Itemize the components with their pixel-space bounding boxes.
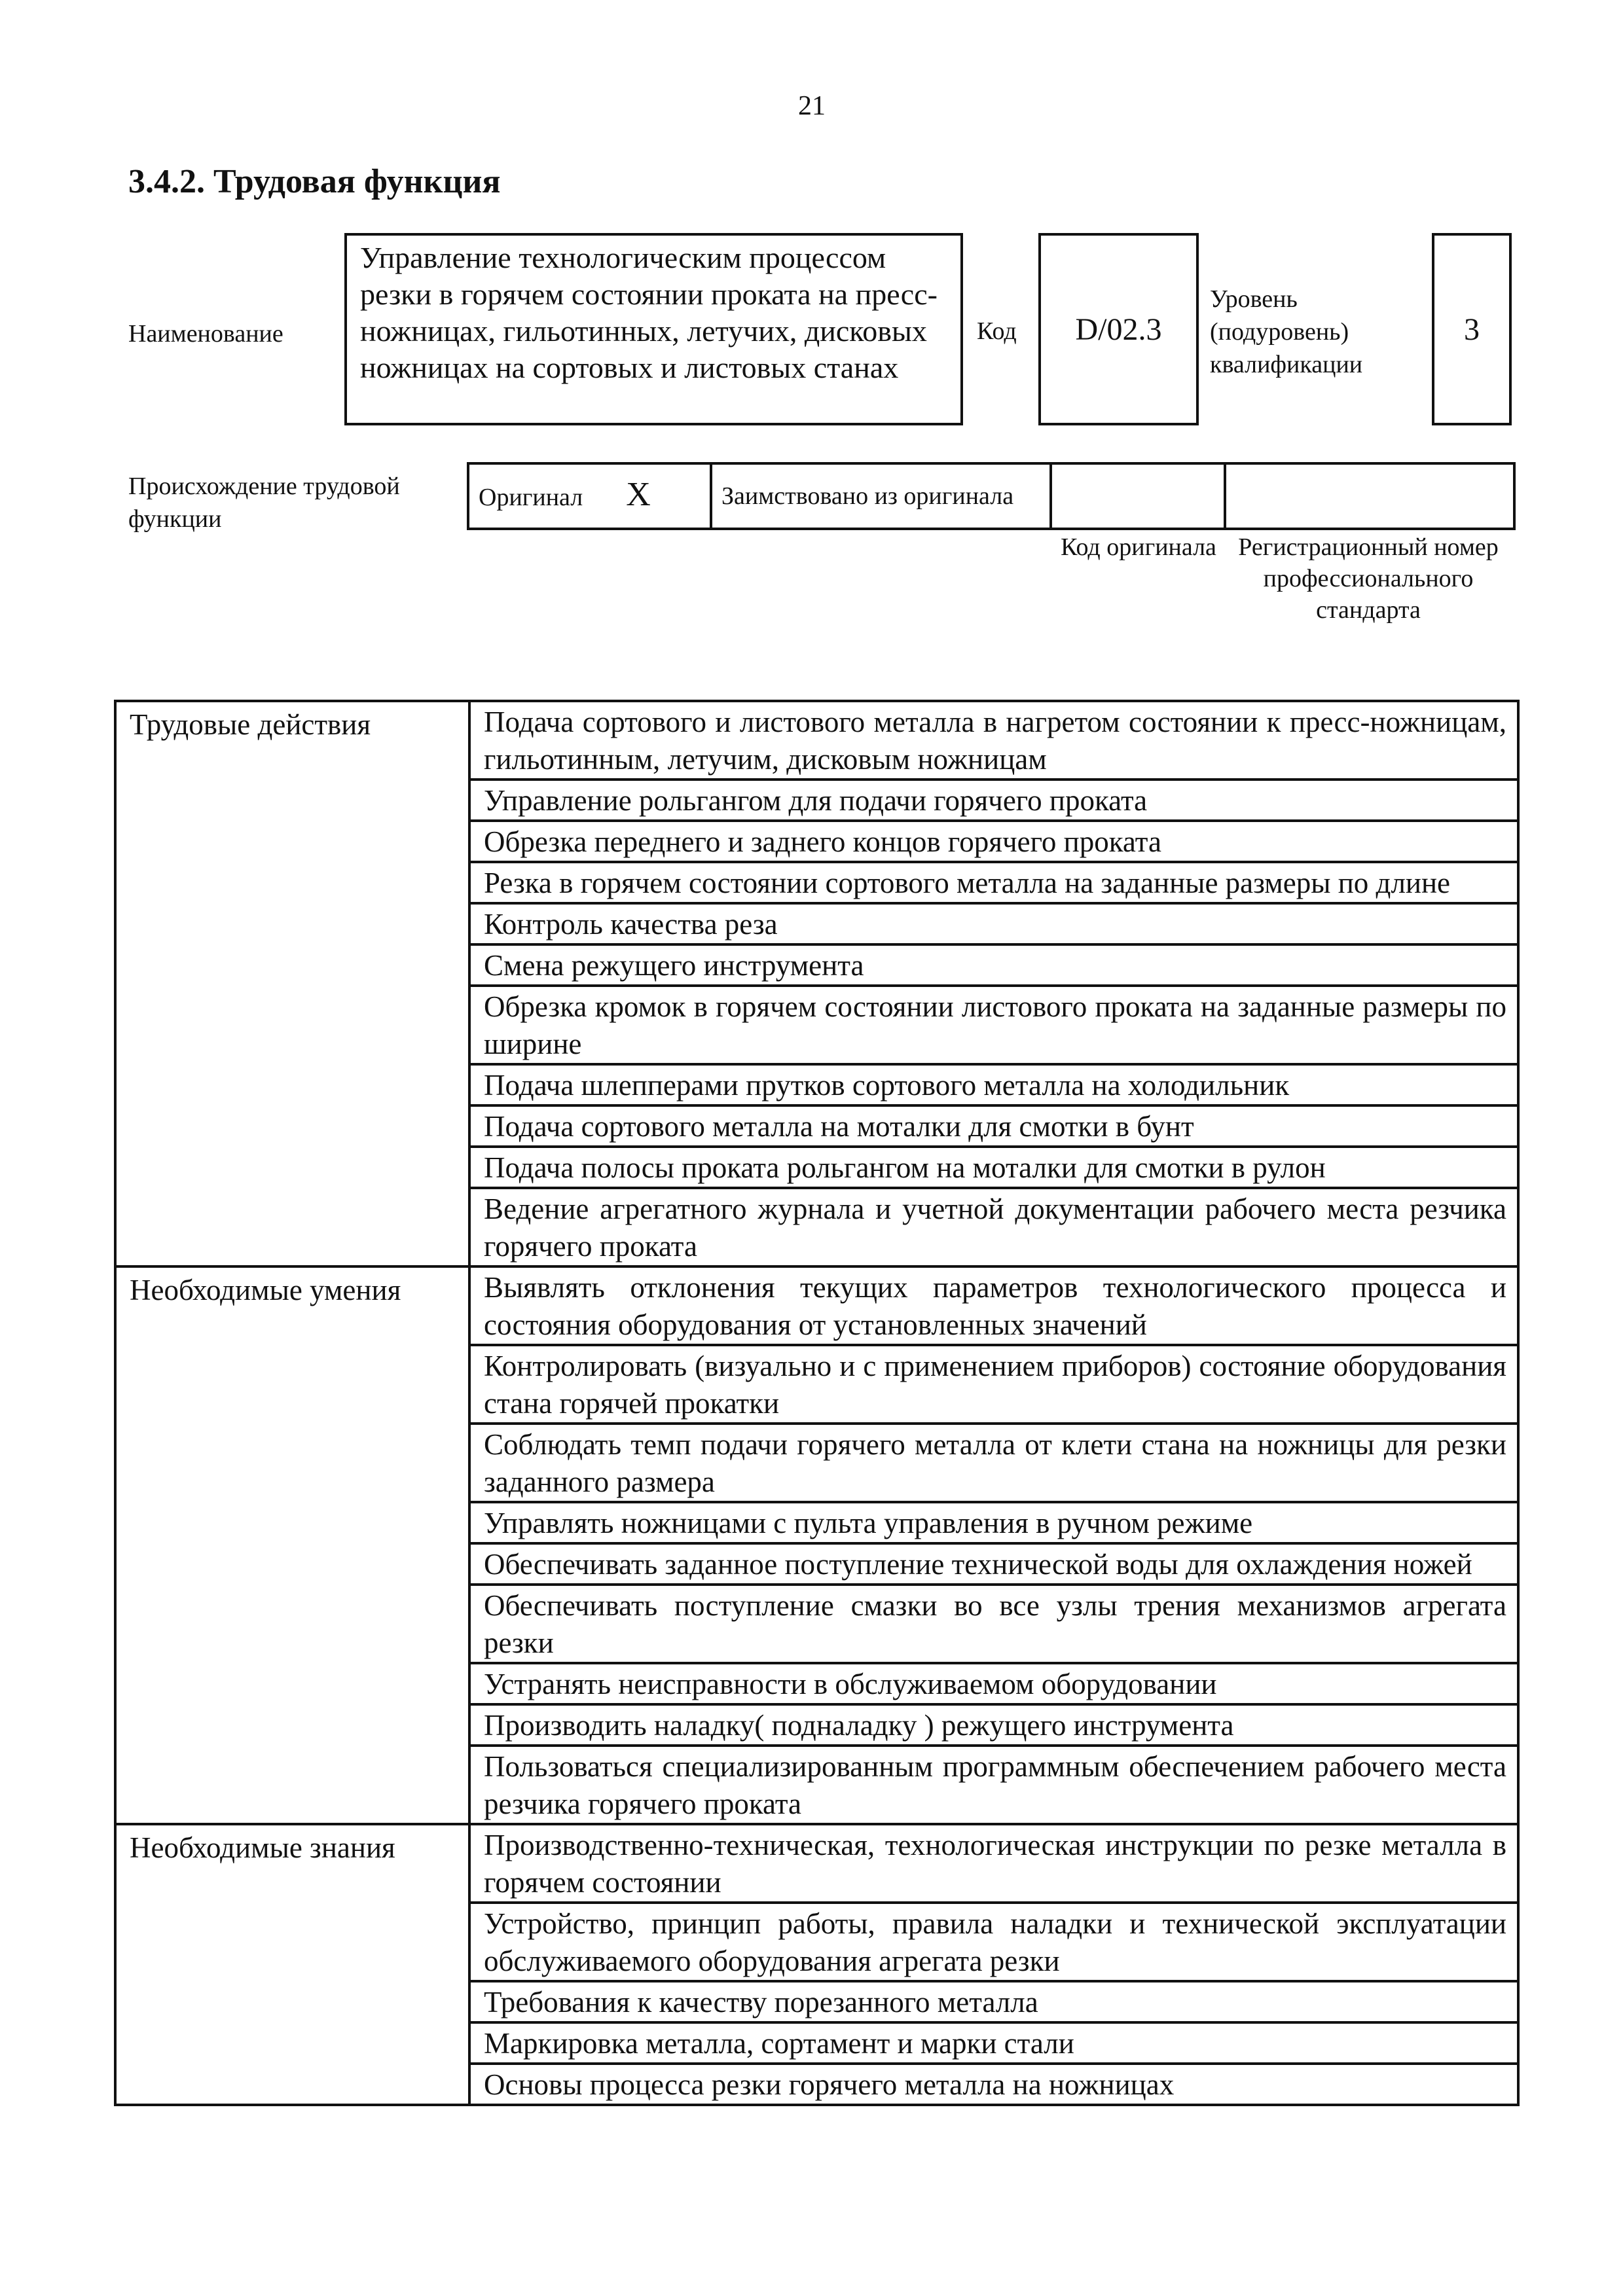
origin-label: Происхождение трудовой функции <box>128 473 400 533</box>
item-cell: Обрезка кромок в горячем состоянии листового проката на заданные размеры по ширине <box>469 986 1518 1064</box>
item-cell: Требования к качеству порезанного металла <box>469 1981 1518 2022</box>
registration-number-cell <box>1225 463 1514 529</box>
table-row <box>115 1266 1518 1345</box>
name-label: Наименование <box>128 320 283 348</box>
function-name-box: Управление технологическим процессом резки в горячем состоянии проката на пресс-ножницах, гильотинных, летучих, дисковых ножницах на сортовых и листовых станах <box>344 233 963 425</box>
category-cell: Необходимые умения <box>115 1266 469 1824</box>
item-cell: Контроль качества реза <box>469 903 1518 944</box>
item-cell: Пользоваться специализированным программным обеспечением рабочего места резчика горячего проката <box>469 1746 1518 1824</box>
item-cell: Подача сортового и листового металла в нагретом состоянии к пресс-ножницам, гильотинным, летучим, дисковым ножницам <box>469 701 1518 780</box>
origin-table <box>467 462 1516 530</box>
item-cell: Обеспечивать заданное поступление технической воды для охлаждения ножей <box>469 1543 1518 1585</box>
item-cell: Управление рольгангом для подачи горячего проката <box>469 780 1518 821</box>
item-cell: Обеспечивать поступление смазки во все узлы трения механизмов агрегата резки <box>469 1585 1518 1663</box>
item-cell: Контролировать (визуально и с применением приборов) состояние оборудования стана горячей прокатки <box>469 1345 1518 1424</box>
registration-number-caption: Регистрационный номер профессионального стандарта <box>1238 533 1499 624</box>
item-cell: Подача полосы проката рольгангом на моталки для смотки в рулон <box>469 1147 1518 1188</box>
function-code-box: D/02.3 <box>1038 233 1199 425</box>
item-cell: Смена режущего инструмента <box>469 944 1518 986</box>
table-row <box>115 1824 1518 1903</box>
original-mark: X <box>626 476 651 513</box>
item-cell: Соблюдать темп подачи горячего металла от клети стана на ножницы для резки заданного размера <box>469 1424 1518 1502</box>
item-cell: Обрезка переднего и заднего концов горячего проката <box>469 821 1518 862</box>
item-cell: Ведение агрегатного журнала и учетной документации рабочего места резчика горячего проката <box>469 1188 1518 1266</box>
borrowed-cell: Заимствовано из оригинала <box>711 463 1051 529</box>
original-code-cell <box>1051 463 1225 529</box>
item-cell: Резка в горячем состоянии сортового металла на заданные размеры по длине <box>469 862 1518 903</box>
original-code-caption: Код оригинала <box>1061 533 1216 561</box>
item-cell: Основы процесса резки горячего металла на ножницах <box>469 2064 1518 2105</box>
item-cell: Управлять ножницами с пульта управления в ручном режиме <box>469 1502 1518 1543</box>
page-number: 21 <box>798 91 826 121</box>
item-cell: Подача шлепперами прутков сортового металла на холодильник <box>469 1064 1518 1105</box>
category-cell: Необходимые знания <box>115 1824 469 2105</box>
level-value-box: 3 <box>1432 233 1512 425</box>
code-label: Код <box>977 317 1017 345</box>
section-title: 3.4.2. Трудовая функция <box>128 163 501 200</box>
item-cell: Подача сортового металла на моталки для смотки в бунт <box>469 1105 1518 1147</box>
item-cell: Производить наладку( подналадку ) режущего инструмента <box>469 1704 1518 1746</box>
item-cell: Устранять неисправности в обслуживаемом оборудовании <box>469 1663 1518 1704</box>
level-label: Уровень (подуровень) квалификации <box>1210 285 1363 378</box>
item-cell: Производственно-техническая, технологическая инструкции по резке металла в горячем состоянии <box>469 1824 1518 1903</box>
item-cell: Устройство, принцип работы, правила наладки и технической эксплуатации обслуживаемого оборудования агрегата резки <box>469 1903 1518 1981</box>
item-cell: Выявлять отклонения текущих параметров технологического процесса и состояния оборудования от установленных значений <box>469 1266 1518 1345</box>
original-label: Оригинал <box>479 484 583 511</box>
competency-table <box>114 700 1520 2106</box>
table-row <box>115 701 1518 780</box>
category-cell: Трудовые действия <box>115 701 469 1266</box>
item-cell: Маркировка металла, сортамент и марки стали <box>469 2022 1518 2064</box>
original-cell <box>468 463 711 529</box>
